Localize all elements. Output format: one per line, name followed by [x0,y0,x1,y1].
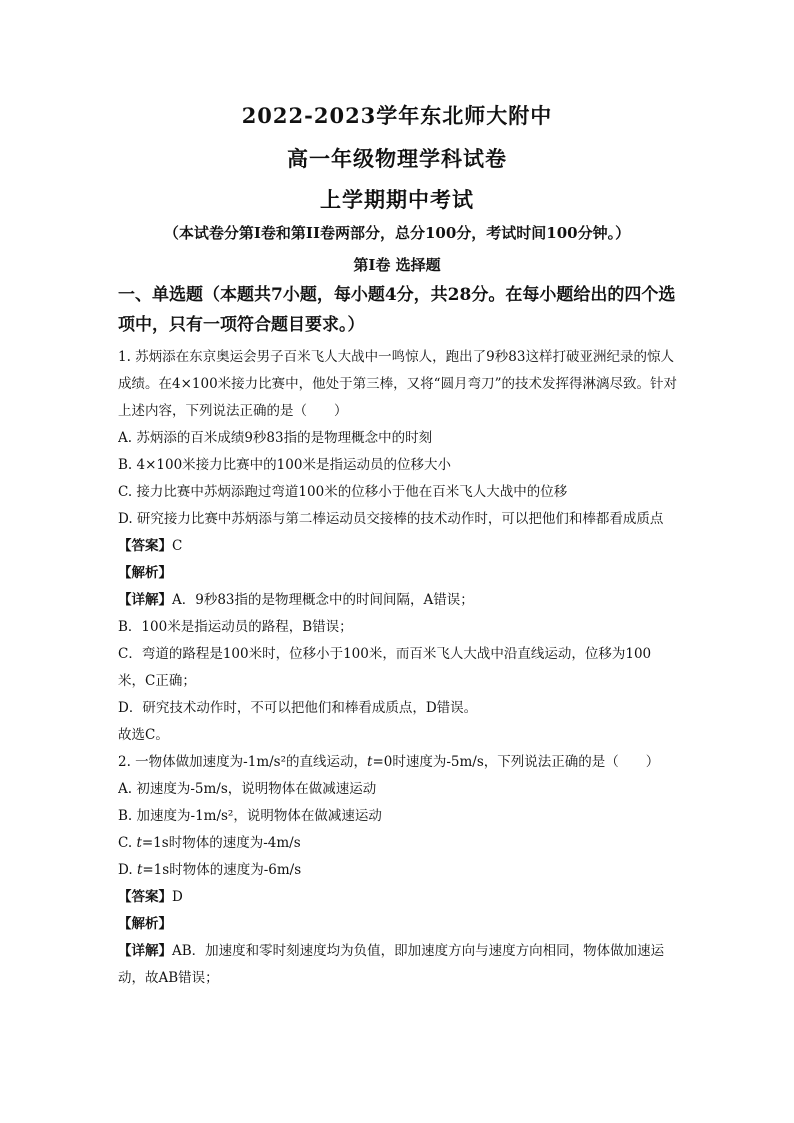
question-1-option-c: C. 接力比赛中苏炳添跑过弯道100米的位移小于他在百米飞人大战中的位移 [118,484,568,500]
question-2-answer [118,884,678,911]
detail-a-text: A．9秒83指的是物理概念中的时间间隔，A错误； [172,592,474,608]
option-c-prefix: C. [118,835,137,851]
option-d-prefix: D. [118,862,137,878]
title-line-3: 上学期期中考试 [320,187,474,212]
detail-label: 【详解】 [118,943,172,959]
answer-value: D [172,889,183,905]
title-line-2: 高一年级物理学科试卷 [287,146,507,171]
question-1-analysis-label: 【解析】 [118,565,172,581]
question-1-stem: 1. 苏炳添在东京奥运会男子百米飞人大战中一鸣惊人，跑出了9秒83这样打破亚洲纪录的惊人成绩。在4×100米接力比赛中，他处于第三棒，又将“圆月弯刀”的技术发挥得淋漓尽致。针对上述内容，下列说法正确的是（ ） [118,349,677,419]
question-1-conclusion: 故选C。 [118,727,169,743]
question-1-option-d: D. 研究接力比赛中苏炳添与第二棒运动员交接棒的技术动作时，可以把他们和棒都看成质点 [118,511,664,527]
question-1-detail-c: C．弯道的路程是100米时，位移小于100米，而百米飞人大战中沿直线运动，位移为100米，C正确； [118,646,652,689]
question-1-detail-b: B．100米是指运动员的路程，B错误； [118,619,353,635]
section-heading: 一、单选题（本题共7小题，每小题4分，共28分。在每小题给出的四个选项中，只有一项符合题目要求。） [118,285,676,335]
question-2-option-a: A. 初速度为-5m/s，说明物体在做减速运动 [118,781,377,797]
question-1-option-b: B. 4×100米接力比赛中的100米是指运动员的位移大小 [118,457,451,473]
answer-label: 【答案】 [118,889,172,905]
option-d-variable: t [136,862,143,878]
question-2-detail-ab [118,938,678,992]
question-1 [118,344,678,992]
question-1-answer [118,533,678,560]
option-d-text: =1s时物体的速度为-6m/s [142,862,302,878]
title-line-1: 2022-2023学年东北师大附中 [241,103,553,128]
exam-note: （本试卷分第I卷和第II卷两部分，总分100分，考试时间100分钟。） [163,224,631,242]
option-c-variable: t [136,835,142,851]
question-1-detail-d: D．研究技术动作时，不可以把他们和棒看成质点，D错误。 [118,700,478,716]
volume-heading: 第I卷 选择题 [353,256,441,274]
detail-ab-text: AB．加速度和零时刻速度均为负值，即加速度方向与速度方向相同，物体做加速运动，故AB错误； [118,943,665,986]
question-1-detail-a [118,587,678,614]
question-2-option-d [118,857,678,884]
answer-label: 【答案】 [118,538,172,554]
question-2-stem-pre: 2. 一物体做加速度为-1m/s²的直线运动， [118,754,368,770]
question-2-stem-variable: t [367,754,373,770]
answer-value: C [172,538,183,554]
detail-label: 【详解】 [118,592,172,608]
option-c-text: =1s时物体的速度为-4m/s [141,835,301,851]
question-2-analysis-label: 【解析】 [118,916,172,932]
question-1-option-a: A. 苏炳添的百米成绩9秒83指的是物理概念中的时刻 [118,430,433,446]
question-2-stem [118,749,678,776]
question-2-option-c [118,830,678,857]
question-2-stem-post: =0时速度为-5m/s，下列说法正确的是（ ） [372,754,660,770]
question-2-option-b: B. 加速度为-1m/s²，说明物体在做减速运动 [118,808,382,824]
